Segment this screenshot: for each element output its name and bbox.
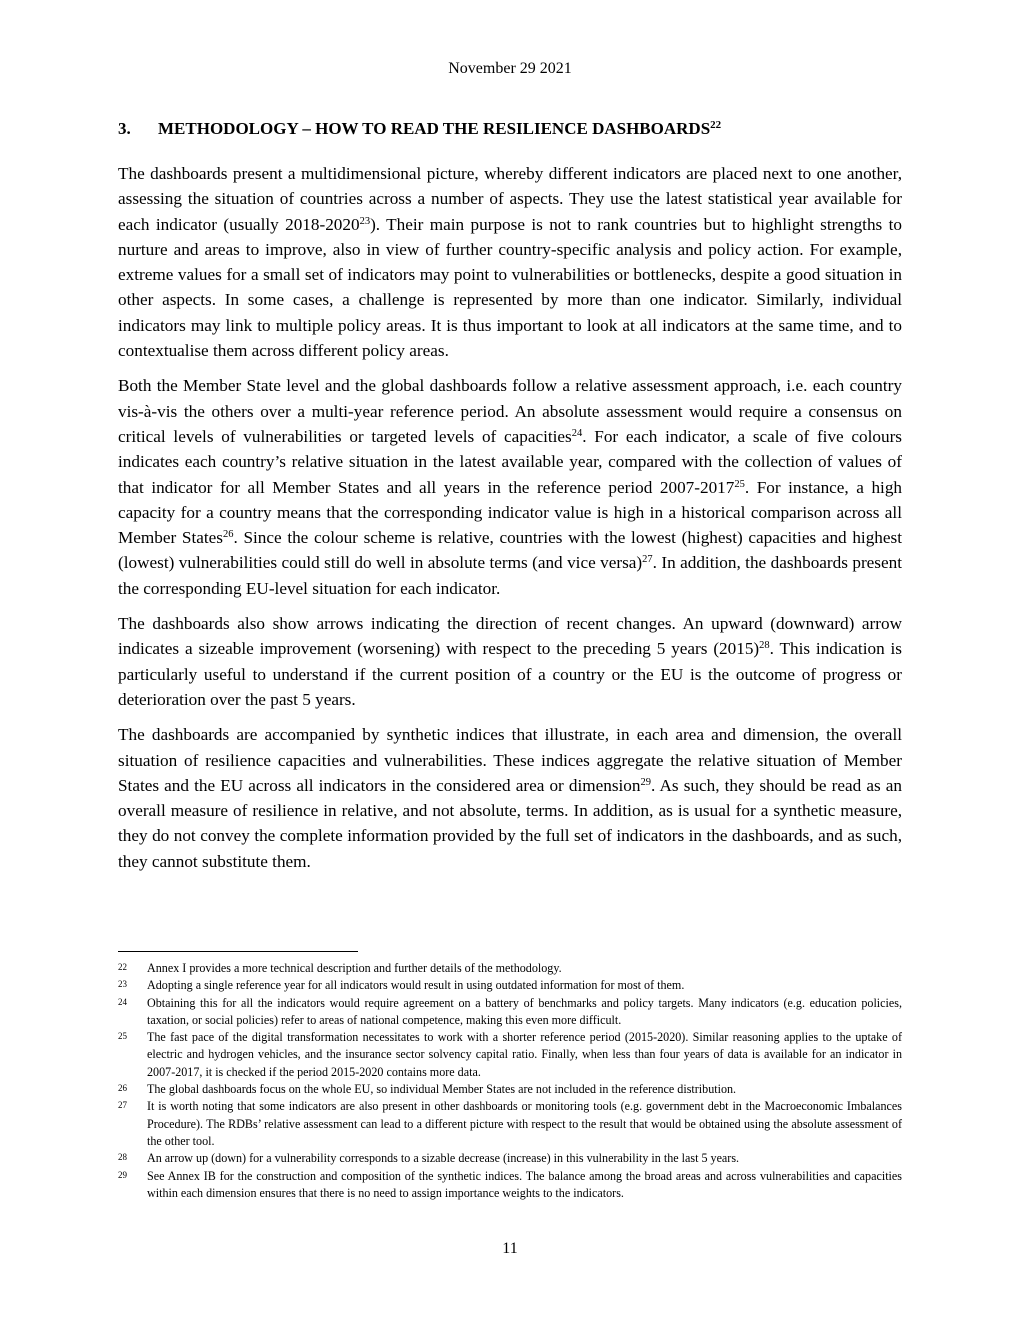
footnote-number: 28 xyxy=(118,1152,127,1163)
paragraph-text: The dashboards also show arrows indicating the direction of recent changes. An upward (downward) arrow indicates a sizeable improvement (worsening) with respect to the preceding 5 years (2015) xyxy=(118,614,902,659)
footnote-25 xyxy=(118,1029,902,1081)
footnote-number: 23 xyxy=(118,979,127,990)
paragraph-text: ). Their main purpose is not to rank countries but to highlight strengths to nurture and areas to improve, also in view of further country-specific analysis and policy action. For example, extreme values for a small set of indicators may point to vulnerabilities or bottlenecks, despite a good situation in other aspects. In some cases, a challenge is represented by more than one indicator. Similarly, individual indicators may link to multiple policy areas. It is thus important to look at all indicators at the same time, and to contextualise them across different policy areas. xyxy=(118,214,902,361)
footnote-ref: 29 xyxy=(640,776,651,788)
footnotes xyxy=(118,960,902,1202)
footnote-27 xyxy=(118,1098,902,1150)
paragraph-text: . As such, they should be read as an overall measure of resilience in relative, and not absolute, terms. In addition, as is usual for a synthetic measure, they do not convey the complete information provided by the full set of indicators in the dashboards, and as such, they cannot substitute them. xyxy=(118,775,902,871)
paragraph-4 xyxy=(118,722,902,874)
footnote-number: 24 xyxy=(118,996,127,1007)
page-number: 11 xyxy=(502,1240,518,1257)
footnote-text: Adopting a single reference year for all indicators would result in using outdated information for most of them. xyxy=(147,978,685,993)
paragraph-text: The dashboards are accompanied by synthetic indices that illustrate, in each area and dimension, the overall situation of resilience capacities and vulnerabilities. These indices aggregate the relative situation of Member States and the EU across all indicators in the considered area or dimension xyxy=(118,725,902,795)
footnote-number: 27 xyxy=(118,1100,127,1111)
paragraph-text: . In addition, the dashboards present the corresponding EU-level situation for each indicator. xyxy=(118,553,902,598)
footnote-26 xyxy=(118,1081,902,1098)
footnote-ref: 23 xyxy=(359,215,371,227)
footnote-number: 26 xyxy=(118,1083,127,1094)
footnote-text: An arrow up (down) for a vulnerability corresponds to a sizable decrease (increase) in this vulnerability in the last 5 years. xyxy=(147,1151,740,1166)
footnote-ref: 25 xyxy=(734,478,745,490)
paragraph-1 xyxy=(118,161,902,363)
section-number: 3. xyxy=(118,119,131,138)
paragraph-text: . This indication is particularly useful to understand if the current position of a country or the EU is the outcome of progress or deterioration over the past 5 years. xyxy=(118,639,902,709)
footnote-ref: 22 xyxy=(710,119,722,131)
footnote-ref: 26 xyxy=(222,529,234,541)
header-date: November 29 2021 xyxy=(448,60,572,77)
paragraph-text: . For each indicator, a scale of five colours indicates each country’s relative situation in the latest available year, compared with the collection of values of that indicator for all Member States and all years in the reference period 2007-2017 xyxy=(118,426,902,497)
section-title: METHODOLOGY – HOW TO READ THE RESILIENCE DASHBOARDS xyxy=(158,119,711,138)
footnote-number: 22 xyxy=(118,962,127,972)
footnote-ref: 28 xyxy=(759,640,770,652)
footnote-24 xyxy=(118,995,902,1030)
paragraph-text: The dashboards present a multidimensional picture, whereby different indicators are placed next to one another, assessing the situation of countries across a number of aspects. They use the latest statistical year available for each indicator (usually 2018-2020 xyxy=(118,164,902,234)
footnote-29 xyxy=(118,1168,902,1203)
footnote-text: Annex I provides a more technical description and further details of the methodology. xyxy=(147,961,562,975)
footnote-text: It is worth noting that some indicators are also present in other dashboards or monitoring tools (e.g. government debt in the Macroeconomic Imbalances Procedure). The RDBs’ relative assessment can lead to a different picture with respect to the result that would be obtained using the absolute assessment of the other tool. xyxy=(147,1099,902,1148)
footnote-text: See Annex IB for the construction and composition of the synthetic indices. The balance among the broad areas and across vulnerabilities and capacities within each dimension ensures that there is no need to assign importance weights to the indicators. xyxy=(147,1168,902,1200)
footnote-number: 25 xyxy=(118,1031,127,1042)
paragraph-text: Both the Member State level and the global dashboards follow a relative assessment approach, i.e. each country vis-à-vis the others over a multi-year reference period. An absolute assessment would require a consensus on critical levels of vulnerabilities or targeted levels of capacities xyxy=(118,376,902,446)
footnote-23 xyxy=(118,977,902,994)
footnote-22 xyxy=(118,960,902,977)
footnote-text: The global dashboards focus on the whole EU, so individual Member States are not included in the reference distribution. xyxy=(147,1082,737,1097)
footnote-divider xyxy=(118,951,358,952)
section-heading xyxy=(118,118,908,140)
footnote-number: 29 xyxy=(118,1169,127,1180)
footnote-ref: 24 xyxy=(571,427,583,439)
footnote-ref: 27 xyxy=(642,554,653,566)
paragraph-3 xyxy=(118,611,902,712)
footnote-text: Obtaining this for all the indicators would require agreement on a battery of benchmarks and policy targets. Many indicators (e.g. education policies, taxation, or social policies) refer to areas of national competence, making this even more difficult. xyxy=(147,995,902,1027)
footnote-28 xyxy=(118,1150,902,1167)
paragraph-text: . Since the colour scheme is relative, countries with the lowest (highest) capacities and highest (lowest) vulnerabilities could still do well in absolute terms (and vice versa) xyxy=(118,528,902,573)
paragraph-text: . For instance, a high capacity for a country means that the corresponding indicator value is high in a historical comparison across all Member States xyxy=(118,477,903,548)
footnote-text: The fast pace of the digital transformation necessitates to work with a shorter reference period (2015-2020). Similar reasoning applies to the uptake of electric and hydrogen vehicles, and the insurance sector solvency capital ratio. Finally, when less than four years of data is available for an indicator in 2007-2017, it is checked if the period 2015-2020 contains more data. xyxy=(147,1030,902,1079)
paragraph-2 xyxy=(118,373,902,601)
body-text xyxy=(118,161,902,884)
